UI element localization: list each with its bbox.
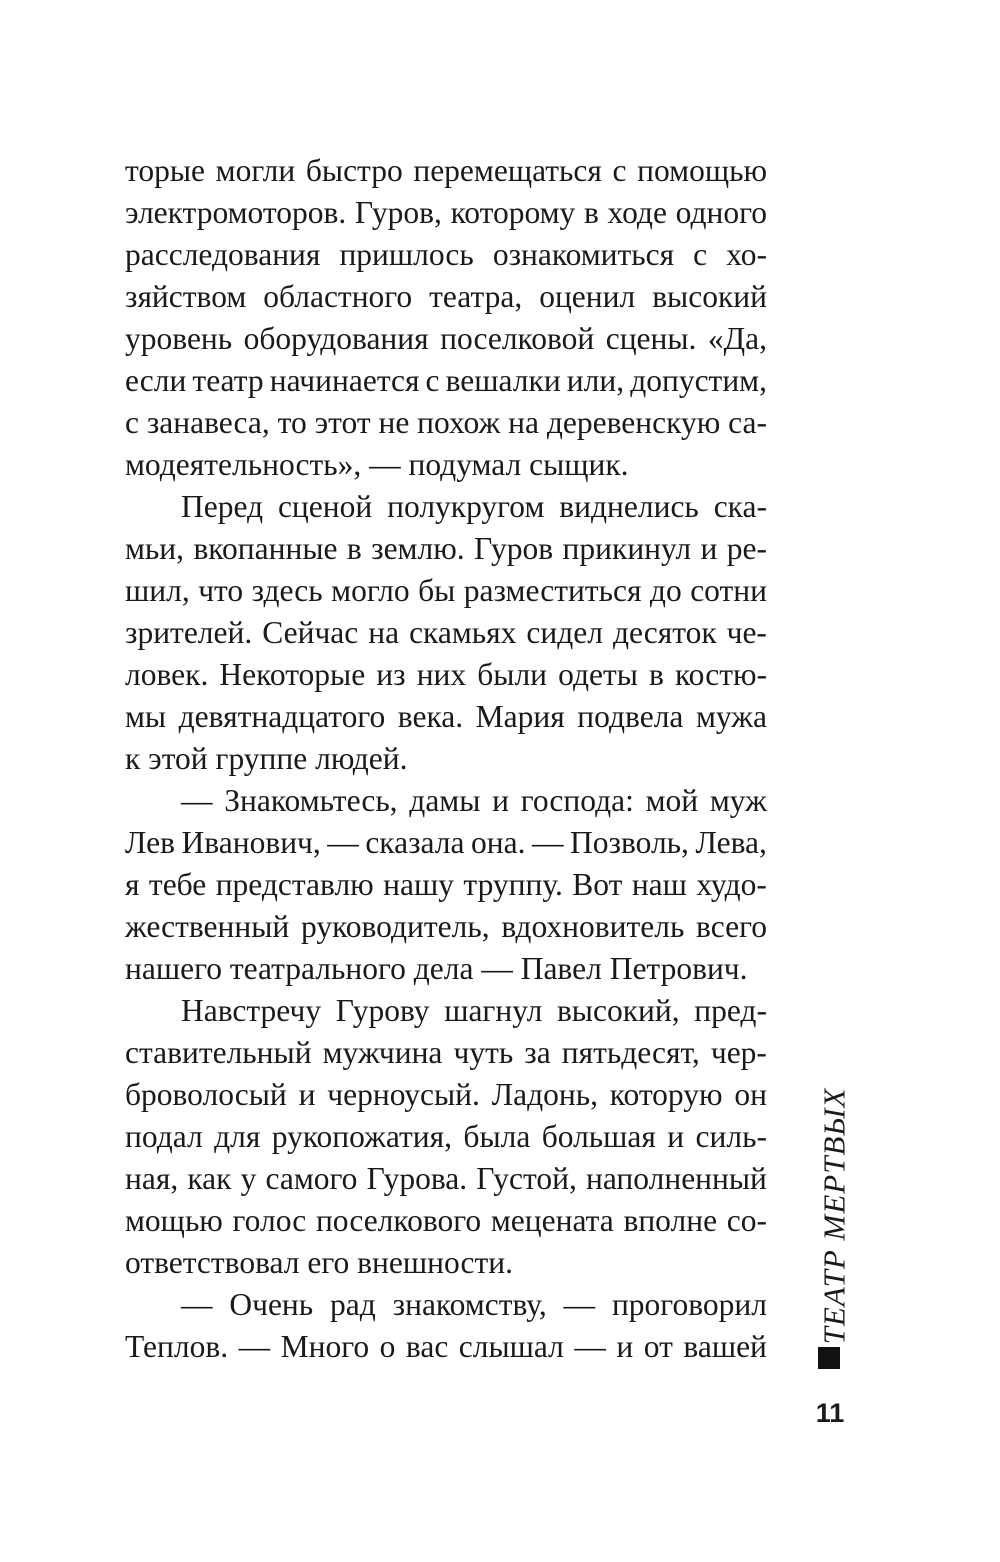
text-line <box>125 486 767 528</box>
word: подвела <box>577 699 684 734</box>
word: сценой <box>277 489 373 524</box>
text-line <box>125 1326 767 1368</box>
word: со- <box>726 1203 767 1238</box>
word: Мария <box>475 699 565 734</box>
word: зяйством <box>125 279 247 314</box>
word: разместиться <box>463 573 642 608</box>
word: пришлось <box>339 237 474 272</box>
word: ставительный <box>125 1035 312 1070</box>
word: театр <box>192 363 264 398</box>
word: из <box>376 657 406 692</box>
text-line <box>125 402 767 444</box>
word: Много <box>280 1329 370 1364</box>
word: занавеса, <box>146 405 270 440</box>
word: с <box>125 405 139 440</box>
section-marker <box>818 1347 840 1369</box>
word: за <box>524 1035 551 1070</box>
word: рукопожатия, <box>271 1119 453 1154</box>
word: полукругом <box>387 489 545 524</box>
text-line: к этой группе людей. <box>125 741 408 776</box>
text-line <box>125 906 767 948</box>
word: для <box>214 1119 261 1154</box>
word: в <box>346 531 362 566</box>
text-line <box>125 1032 767 1074</box>
word: до <box>649 573 682 608</box>
word: труппу. <box>463 867 563 902</box>
word: похож <box>417 405 501 440</box>
word: самого <box>265 1161 358 1196</box>
text-line <box>125 1074 767 1116</box>
word: — <box>327 825 359 860</box>
text-line <box>125 990 767 1032</box>
word: большая <box>541 1119 656 1154</box>
word: здесь <box>251 573 323 608</box>
word: вешалки <box>445 363 561 398</box>
word: как <box>187 1161 232 1196</box>
word: сцены. <box>605 321 697 356</box>
word: «Да, <box>707 321 767 356</box>
word: господа: <box>520 783 634 818</box>
word: высокий, <box>556 993 680 1028</box>
word: пятьдесят, <box>561 1035 700 1070</box>
word: деревенскую <box>546 405 721 440</box>
word: уровень <box>125 321 233 356</box>
word: десяток <box>612 615 717 650</box>
word: — <box>238 1329 271 1364</box>
word: поселкового <box>315 1203 482 1238</box>
word: допустим, <box>630 363 767 398</box>
word: которую <box>609 1077 723 1112</box>
word: девятнадцатого <box>178 699 386 734</box>
word: мьи, <box>125 531 185 566</box>
word: наполненный <box>586 1161 767 1196</box>
text-line: ответствовал его внешности. <box>125 1245 513 1280</box>
body-text <box>125 150 767 1368</box>
word: оборудования <box>243 321 429 356</box>
word: могло <box>331 573 410 608</box>
word: шил, <box>125 573 190 608</box>
word: торые <box>125 153 205 188</box>
word: прикинул <box>562 531 692 566</box>
word: мужа <box>695 699 767 734</box>
word: была <box>463 1119 531 1154</box>
text-line <box>125 1158 767 1200</box>
word: не <box>378 405 410 440</box>
word: и <box>616 1329 634 1364</box>
text-line <box>125 360 767 402</box>
word: Перед <box>181 489 264 524</box>
word: Гурова. <box>366 1161 468 1196</box>
word: силь- <box>695 1119 767 1154</box>
word: представлю <box>215 867 374 902</box>
text-line <box>125 234 767 276</box>
word: театра, <box>429 279 523 314</box>
word: которому <box>450 195 576 230</box>
word: Гурову <box>335 993 430 1028</box>
word: и <box>667 1119 685 1154</box>
word: зрителей. <box>125 615 253 650</box>
word: Гуров, <box>354 195 442 230</box>
word: — <box>574 1329 606 1364</box>
word: поселковой <box>440 321 595 356</box>
text-line: нашего театрального дела — Павел Петрович. <box>125 951 748 986</box>
word: мой <box>645 783 699 818</box>
word: вполне <box>623 1203 718 1238</box>
word: я <box>125 867 140 902</box>
word: рад <box>330 1287 376 1322</box>
word: голос <box>232 1203 307 1238</box>
text-line <box>125 318 767 360</box>
word: электромоторов. <box>125 195 347 230</box>
text-line <box>125 192 767 234</box>
word: и <box>700 531 718 566</box>
word: нашу <box>383 867 454 902</box>
word: с <box>425 363 440 398</box>
word: скамьях <box>409 615 517 650</box>
word: с <box>612 153 627 188</box>
word: чер- <box>710 1035 767 1070</box>
word: муж <box>709 783 767 818</box>
word: руководитель, <box>300 909 490 944</box>
text-line <box>125 864 767 906</box>
word: Вот <box>572 867 623 902</box>
word: он <box>734 1077 767 1112</box>
word: Позволь, <box>570 825 689 860</box>
word: слышал <box>458 1329 564 1364</box>
text-line <box>125 1116 767 1158</box>
word: костю- <box>674 657 767 692</box>
word: худо- <box>696 867 767 902</box>
word: вашей <box>683 1329 767 1364</box>
word: шагнул <box>444 993 543 1028</box>
word: одеты <box>558 657 638 692</box>
page-number: 11 <box>815 1398 845 1428</box>
word: Густой, <box>476 1161 577 1196</box>
running-head-title: ТЕАТР МЕРТВЫХ <box>816 1087 852 1345</box>
word: и <box>298 1077 316 1112</box>
text-line <box>125 276 767 318</box>
text-line <box>125 612 767 654</box>
word: — <box>563 1287 596 1322</box>
word: хо- <box>726 237 767 272</box>
word: Ладонь, <box>491 1077 598 1112</box>
word: вдохновитель <box>501 909 685 944</box>
word: Теплов. <box>125 1329 229 1364</box>
word: она. <box>471 825 526 860</box>
text-line: модеятельность», — подумал сыщик. <box>125 447 629 482</box>
word: виднелись <box>559 489 699 524</box>
word: могли <box>215 153 296 188</box>
word: сидел <box>526 615 603 650</box>
word: о <box>379 1329 396 1364</box>
word: быстро <box>305 153 403 188</box>
word: сказала <box>365 825 465 860</box>
word: Иванович, <box>181 825 321 860</box>
word: ре- <box>726 531 767 566</box>
word: черноусый. <box>327 1077 480 1112</box>
running-head <box>790 1082 878 1350</box>
word: Знакомьтесь, <box>224 783 398 818</box>
word: — <box>181 1287 213 1322</box>
word: были <box>477 657 548 692</box>
word: одного <box>675 195 767 230</box>
word: расследования <box>125 237 321 272</box>
word: и <box>492 783 509 818</box>
word: в <box>583 195 599 230</box>
word: знакомству, <box>392 1287 547 1322</box>
word: тебе <box>148 867 207 902</box>
word: века. <box>397 699 464 734</box>
word: высокий <box>652 279 767 314</box>
word: са- <box>728 405 767 440</box>
word: мецената <box>490 1203 614 1238</box>
word: Лева, <box>695 825 767 860</box>
text-line <box>125 654 767 696</box>
word: жественный <box>125 909 290 944</box>
word: Навстречу <box>181 993 322 1028</box>
word: начинается <box>269 363 420 398</box>
word: мужчина <box>322 1035 443 1070</box>
word: — <box>532 825 564 860</box>
word: че- <box>726 615 767 650</box>
text-line <box>125 1284 767 1326</box>
word: мы <box>125 699 167 734</box>
text-line <box>125 570 767 612</box>
word: в <box>649 657 664 692</box>
word: броволосый <box>125 1077 287 1112</box>
word: перемещаться <box>413 153 602 188</box>
word: на <box>368 615 400 650</box>
word: ходе <box>607 195 667 230</box>
word: на <box>508 405 539 440</box>
word: Некоторые <box>219 657 366 692</box>
word: то <box>277 405 307 440</box>
word: с <box>693 237 708 272</box>
word: Гуров <box>474 531 554 566</box>
word: всего <box>696 909 767 944</box>
word: Лев <box>125 825 176 860</box>
word: вас <box>405 1329 449 1364</box>
word: сотни <box>690 573 767 608</box>
word: — <box>181 783 213 818</box>
word: Очень <box>229 1287 314 1322</box>
word: у <box>240 1161 257 1196</box>
word: проговорил <box>611 1287 767 1322</box>
word: что <box>198 573 244 608</box>
word: пред- <box>694 993 767 1028</box>
word: чуть <box>453 1035 514 1070</box>
word: мощью <box>125 1203 223 1238</box>
word: ознакомиться <box>492 237 675 272</box>
word: ска- <box>713 489 767 524</box>
word: Сейчас <box>262 615 359 650</box>
word: них <box>416 657 467 692</box>
word: ловек. <box>125 657 209 692</box>
word: или, <box>566 363 625 398</box>
word: ная, <box>125 1161 179 1196</box>
word: оценил <box>539 279 636 314</box>
text-line <box>125 822 767 864</box>
word: наш <box>631 867 687 902</box>
text-line <box>125 780 767 822</box>
word: областного <box>263 279 413 314</box>
text-line <box>125 696 767 738</box>
word: подал <box>125 1119 203 1154</box>
text-line <box>125 1200 767 1242</box>
word: бы <box>418 573 456 608</box>
word: этот <box>314 405 371 440</box>
word: от <box>643 1329 673 1364</box>
word: землю. <box>371 531 465 566</box>
word: помощью <box>637 153 767 188</box>
word: если <box>125 363 187 398</box>
text-line <box>125 150 767 192</box>
word: вкопанные <box>193 531 338 566</box>
word: дамы <box>409 783 481 818</box>
text-line <box>125 528 767 570</box>
